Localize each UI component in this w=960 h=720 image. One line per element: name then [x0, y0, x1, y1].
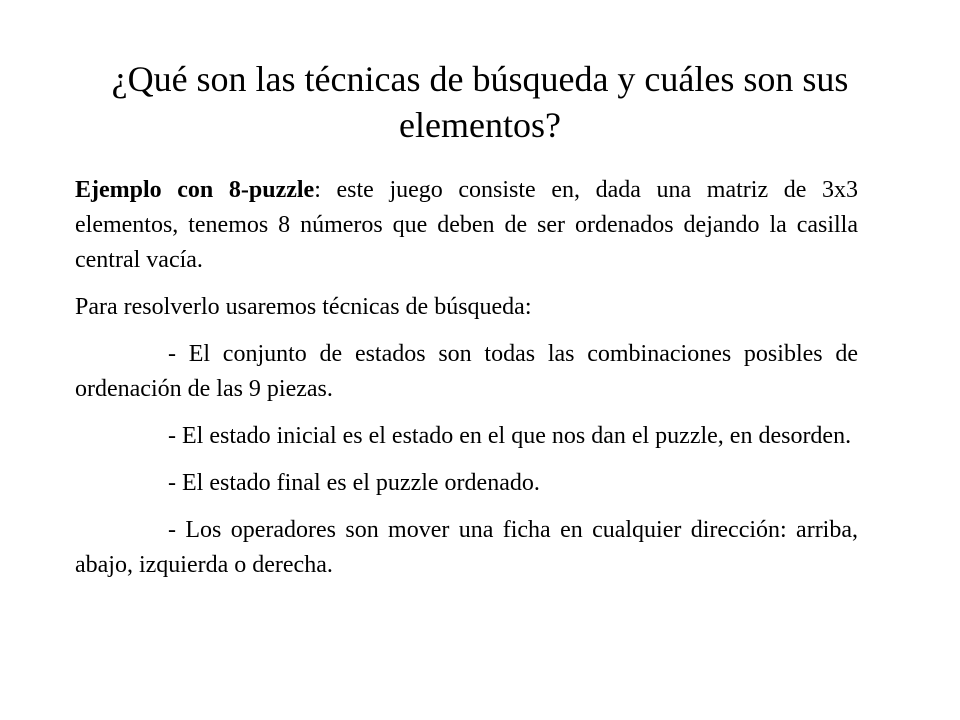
slide-title: ¿Qué son las técnicas de búsqueda y cuáles son sus elementos? [111, 59, 849, 145]
slide-body [75, 173, 858, 595]
method-paragraph: Para resolverlo usaremos técnicas de búsqueda: [75, 294, 532, 320]
list-item-states: - El conjunto de estados son todas las combinaciones posibles de ordenación de las 9 piezas. [75, 341, 858, 402]
list-item-initial-state: - El estado inicial es el estado en el que nos dan el puzzle, en desorden. [168, 423, 852, 449]
intro-paragraph [75, 173, 858, 278]
example-lead: Ejemplo con 8-puzzle [75, 177, 315, 203]
list-item-final-state: - El estado final es el puzzle ordenado. [168, 470, 540, 496]
list-item-operators: - Los operadores son mover una ficha en cualquier dirección: arriba, abajo, izquierda o derecha. [75, 517, 858, 578]
example-text: : este juego consiste en, dada una matriz de 3x3 elementos, tenemos 8 números que deben de ser ordenados dejando la casilla central vacía. [75, 177, 858, 273]
